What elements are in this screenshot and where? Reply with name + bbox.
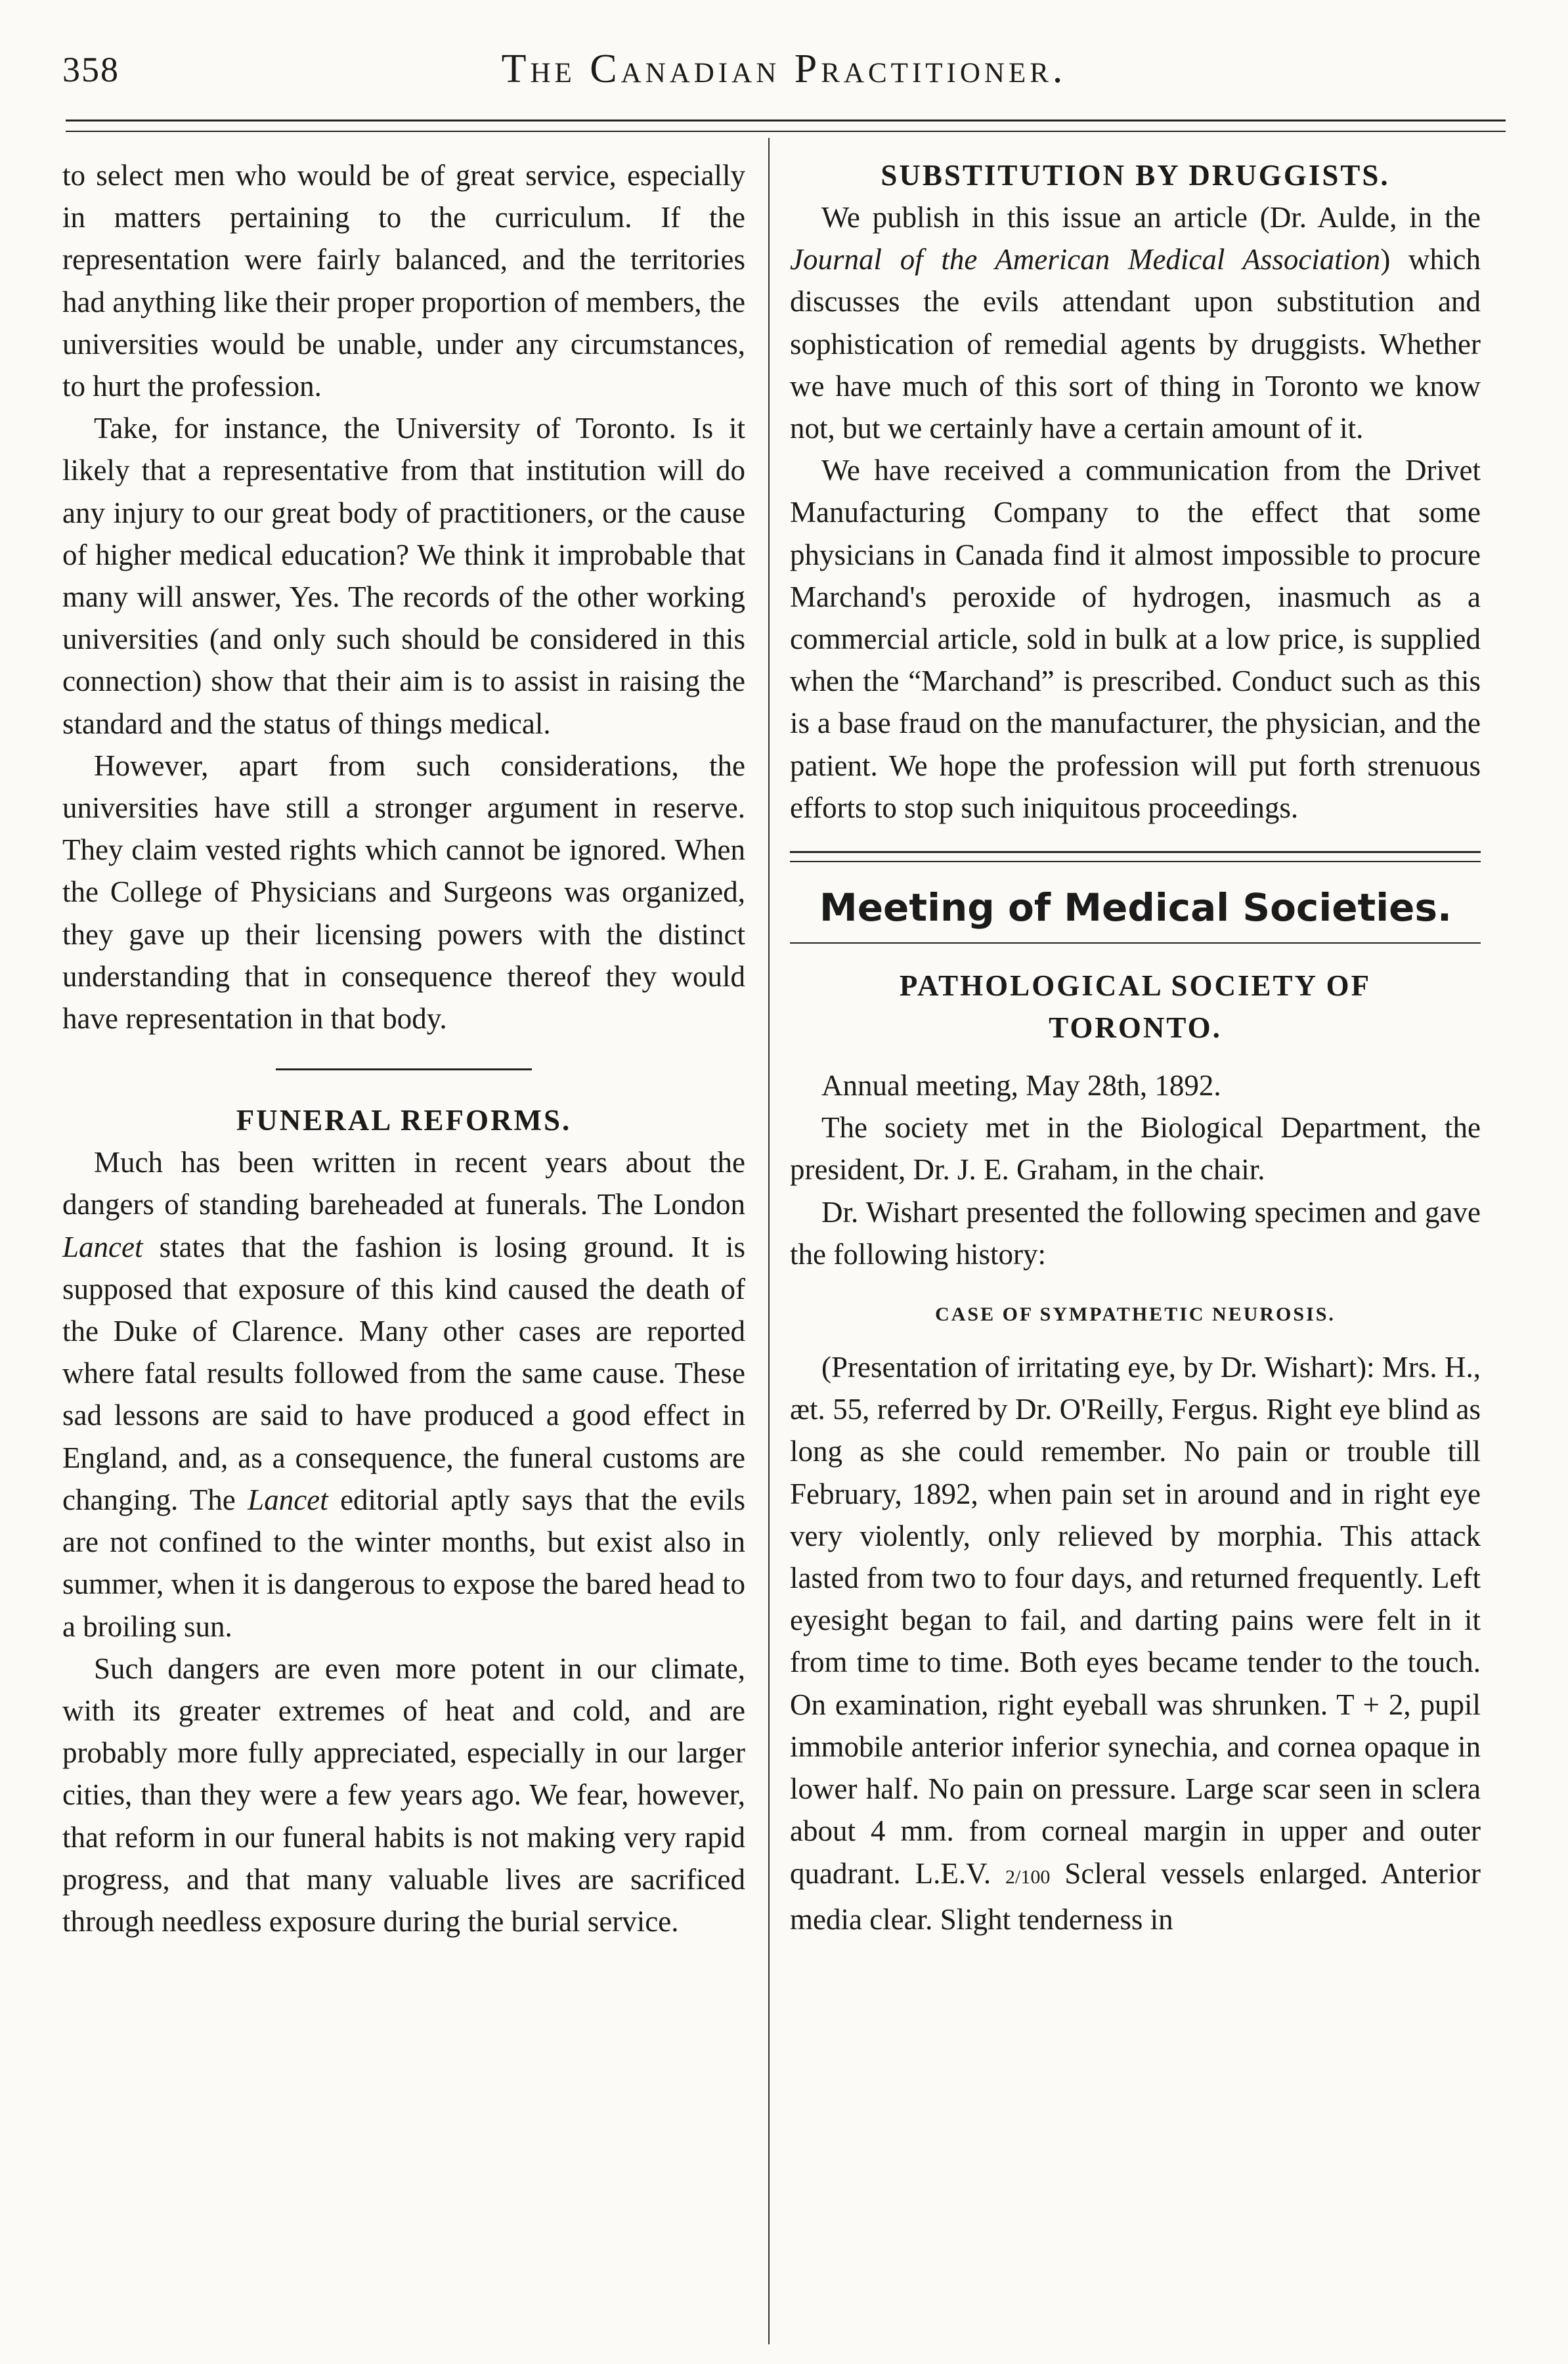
funeral-reforms-heading: FUNERAL REFORMS. [236, 1104, 572, 1137]
right-column [790, 154, 1481, 1940]
funeral-paragraph-1: Much has been written in recent years about the dangers of standing bareheaded at funerals. The London Lancet states that the fashion is losing ground. It is supposed that exposure of this kind caused the death of the Duke of Clarence. Many other cases are reported where fatal results followed from the same cause. These sad lessons are said to have produced a good effect in England, and, as a consequence, the funeral customs are changing. The Lancet editorial aptly says that the evils are not confined to the winter months, but exist also in summer, when it is dangerous to expose the bared head to a broiling sun. [62, 1146, 745, 1643]
left-column [62, 154, 745, 1942]
meeting-heading: Meeting of Medical Societies. [819, 885, 1452, 930]
column-divider [768, 138, 770, 2344]
case-paragraph: (Presentation of irritating eye, by Dr. Wishart): Mrs. H., æt. 55, referred by Dr. O'Reilly, Fergus. Right eye blind as long as she could remember. No pain or trouble till February, 1892, when pain set in around and in right eye very violently, only relieved by morphia. This attack lasted from two to four days, and returned frequently. Left eyesight began to fail, and darting pains were felt in it from time to time. Both eyes became tender to the touch. On examination, right eyeball was shrunken. T + 2, pupil immobile anterior inferior synechia, and cornea opaque in lower half. No pain on pressure. Large scar seen in sclera about 4 mm. from corneal margin in upper and outer quadrant. L.E.V. 2/100 Scleral vessels enlarged. Anterior media clear. Slight tenderness in [790, 1351, 1481, 1936]
left-paragraph-1: to select men who would be of great service, especially in matters pertaining to the curriculum. If the representation were fairly balanced, and the territories had anything like their proper proportion of members, the universities would be unable, under any circumstances, to hurt the profession. [62, 159, 745, 403]
page-number: 358 [62, 50, 120, 89]
meeting-heading-rule [790, 942, 1481, 944]
funeral-paragraph-2: Such dangers are even more potent in our climate, with its greater extremes of heat and cold, and are probably more fully appreciated, especially in our larger cities, than they were a few years ago. We fear, however, that reform in our funeral habits is not making very rapid progress, and that many valuable lives are sacrificed through needless exposure during the burial service. [62, 1652, 745, 1938]
journal-title: Journal of the American Medical Association [790, 243, 1381, 276]
substitution-heading: SUBSTITUTION BY DRUGGISTS. [881, 159, 1390, 192]
meeting-date: Annual meeting, May 28th, 1892. [821, 1069, 1221, 1103]
left-paragraph-3: However, apart from such considerations, the universities have still a stronger argument in reserve. They claim vested rights which cannot be ignored. When the College of Physicians and Surgeons was organized, they gave up their licensing powers with the distinct understanding that in consequence thereof they would have representation in that body. [62, 749, 745, 1036]
substitution-paragraph-1: We publish in this issue an article (Dr. Aulde, in the Journal of the American Medical Association) which discusses the evils attendant upon substitution and sophistication of remedial agents by druggists. Whether we have much of this sort of thing in Toronto we know not, but we certainly have a certain amount of it. [790, 201, 1481, 445]
lancet-title: Lancet [62, 1230, 143, 1263]
lancet-title-2: Lancet [248, 1483, 328, 1516]
case-heading: CASE OF SYMPATHETIC NEUROSIS. [935, 1303, 1336, 1326]
pathological-society-heading: PATHOLOGICAL SOCIETY OF TORONTO. [899, 969, 1372, 1045]
left-paragraph-2: Take, for instance, the University of Toronto. Is it likely that a representative from that institution will do any injury to our great body of practitioners, or the cause of higher medical education? We think it improbable that many will answer, Yes. The records of the other working universities (and only such should be considered in this connection) show that their aim is to assist in raising the standard and the status of things medical. [62, 412, 745, 740]
section-double-rule [790, 851, 1481, 862]
substitution-paragraph-2: We have received a communication from the Drivet Manufacturing Company to the effect that some physicians in Canada find it almost impossible to procure Marchand's peroxide of hydrogen, inasmuch as a commercial article, sold in bulk at a low price, is supplied when the “Marchand” is prescribed. Conduct such as this is a base fraud on the manufacturer, the physician, and the patient. We hope the profession will put forth strenuous efforts to stop such iniquitous proceedings. [790, 454, 1481, 824]
header-double-rule [66, 120, 1506, 132]
specimen-intro: Dr. Wishart presented the following specimen and gave the following history: [790, 1195, 1481, 1271]
page-header [0, 46, 1568, 105]
running-title: The Canadian Practitioner. [501, 47, 1067, 91]
fraction: 2/100 [1005, 1866, 1051, 1888]
section-separator [276, 1068, 532, 1070]
meeting-paragraph: The society met in the Biological Department, the president, Dr. J. E. Graham, in the chair. [790, 1111, 1481, 1187]
